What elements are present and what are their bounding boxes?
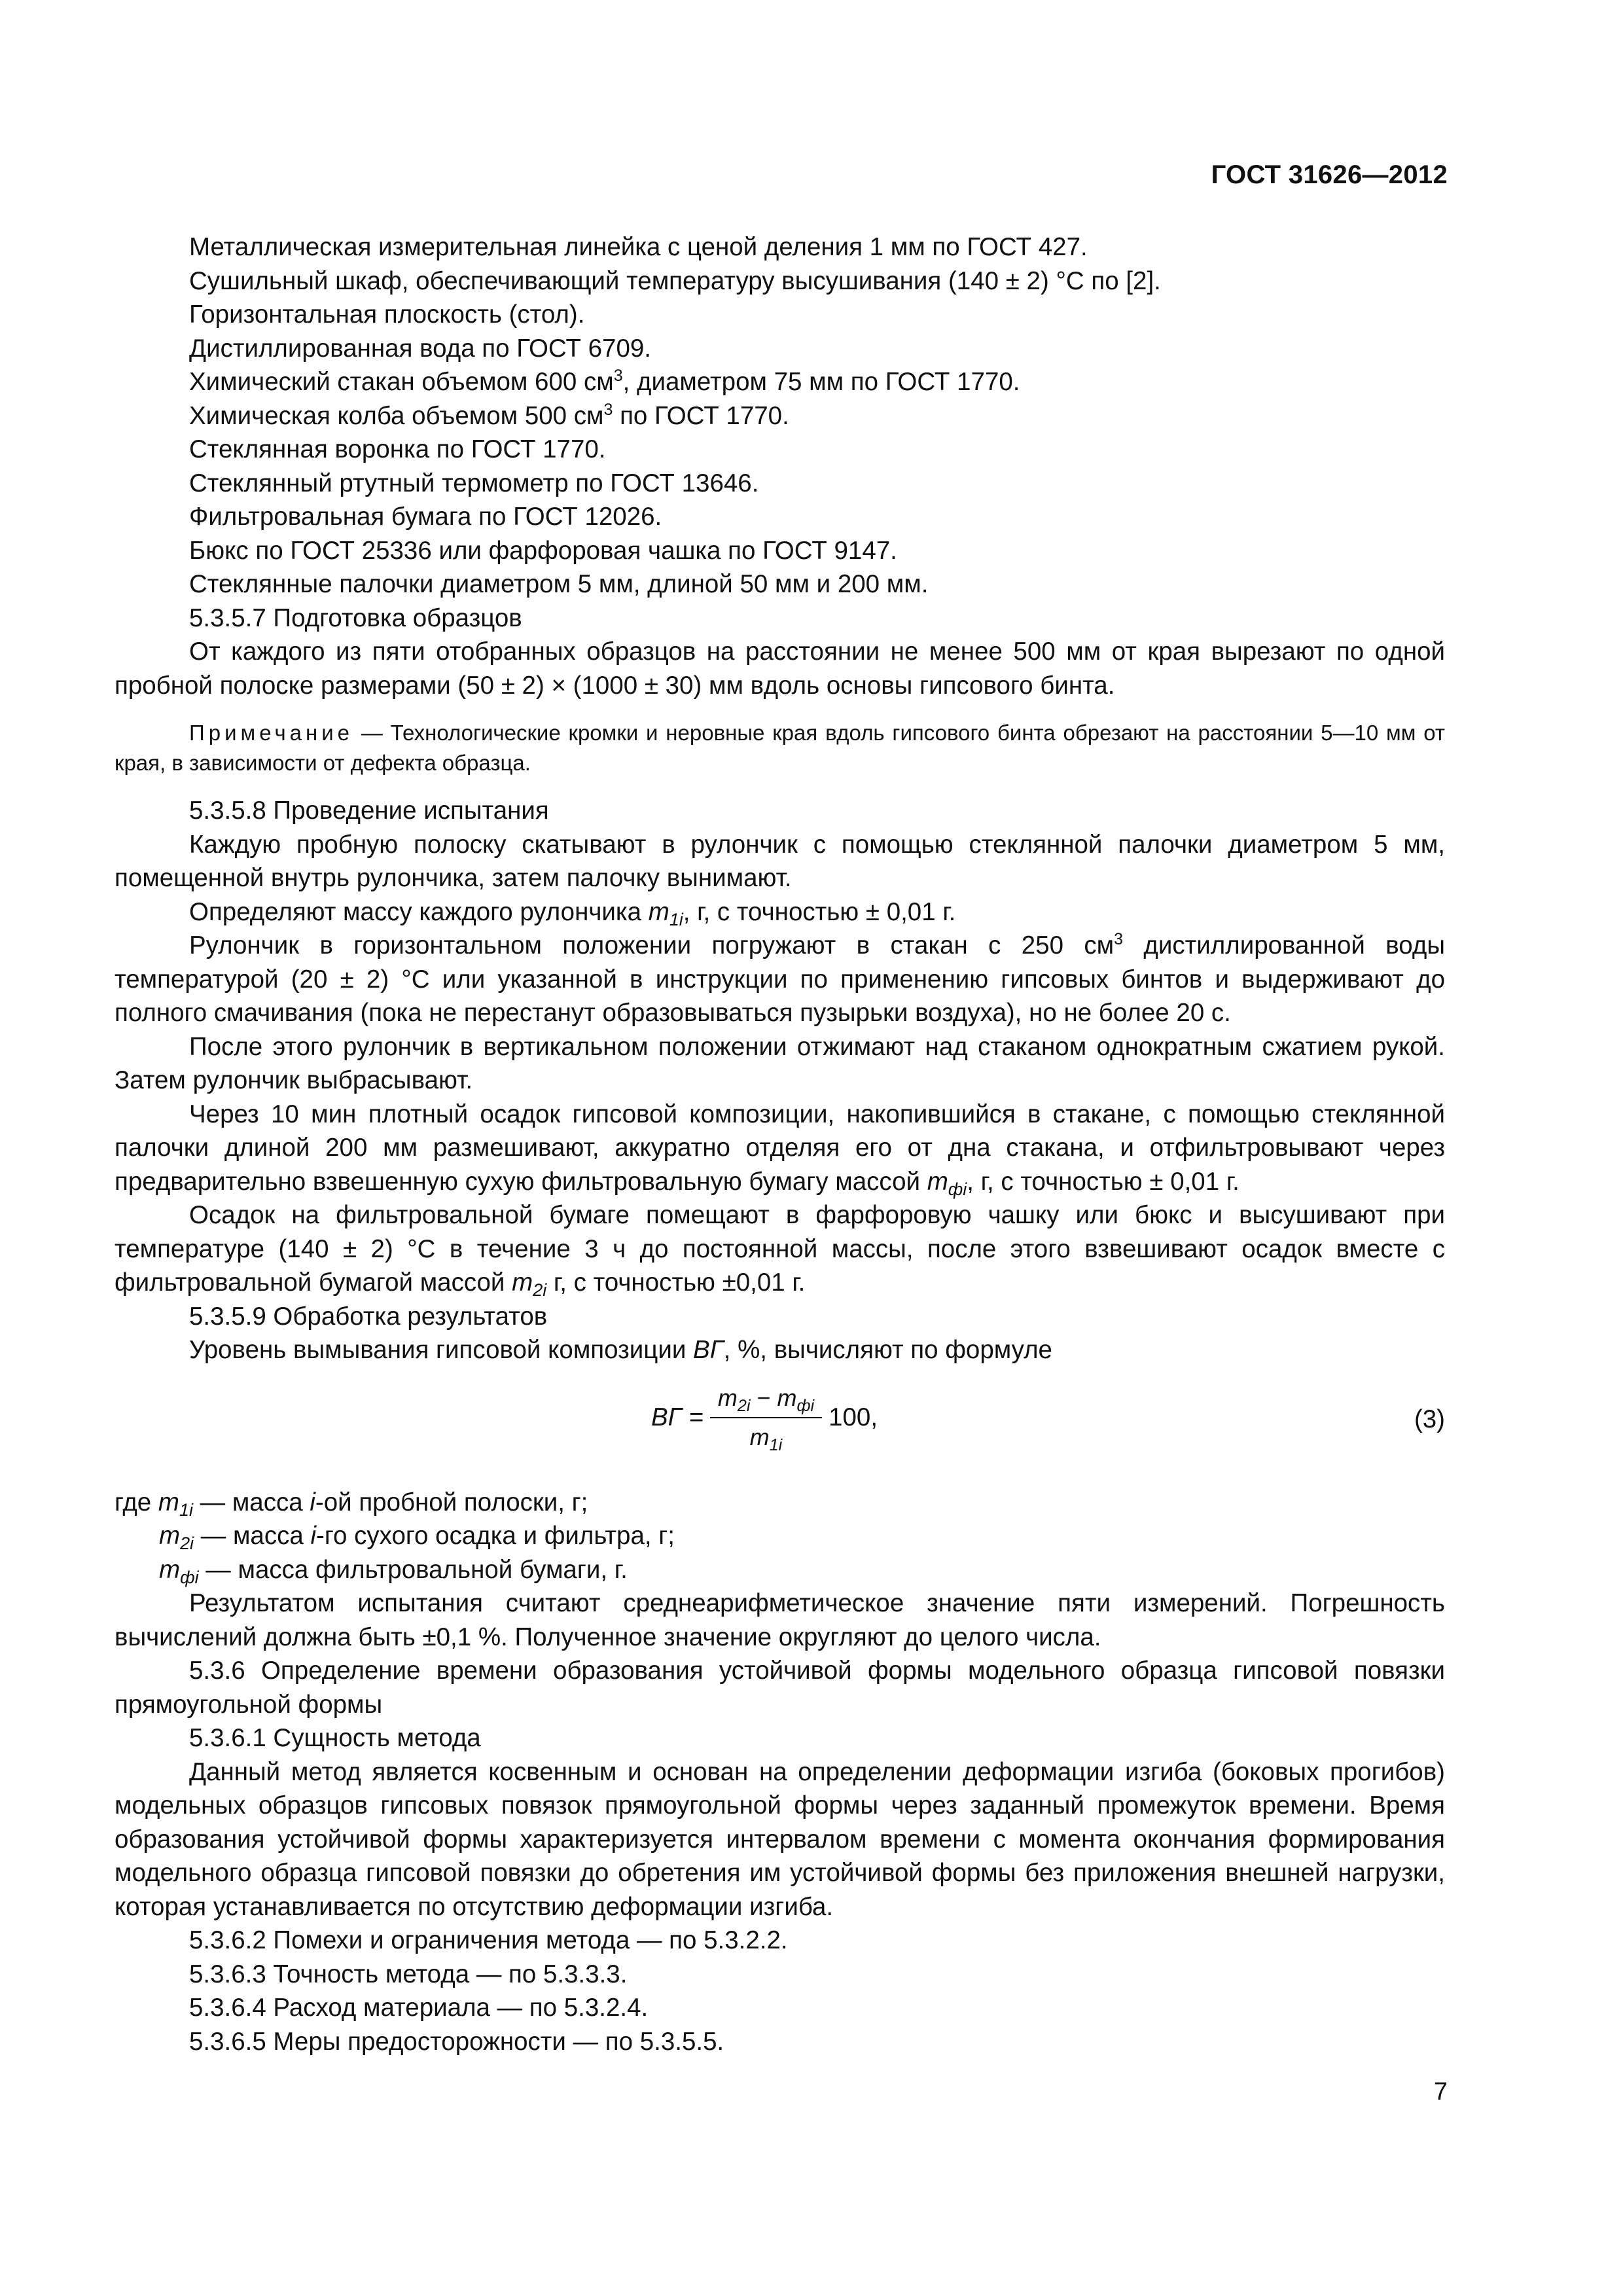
page-number: 7 [1433,2078,1448,2106]
list-item: 5.3.6.3 Точность метода — по 5.3.3.3. [189,1960,628,1988]
section-heading-5361: 5.3.6.1 Сущность метода [189,1724,481,1752]
paragraph: Результатом испытания считают среднеарифметическое значение пяти измерений. Погрешность вычислений должна быть ±0,1 %. Полученное значение округляют до целого числа. [115,1589,1445,1651]
paragraph: После этого рулончик в вертикальном положении отжимают над стаканом однократным сжатием рукой. Затем рулончик выбрасывают. [115,1032,1445,1094]
fraction-denominator: $m_{1i}$ [749,1423,783,1454]
paragraph: Уровень вымывания гипсовой композиции ВГ, %, вычисляют по формуле [189,1336,1052,1364]
list-item-flask: Химическая колба объемом 500 $см^3$ по ГОСТ 1770. [189,400,789,430]
list-item: Бюкс по ГОСТ 25336 или фарфоровая чашка по ГОСТ 9147. [189,536,897,565]
section-heading-536: 5.3.6 Определение времени образования устойчивой формы модельного образца гипсовой повязки прямоугольной формы [115,1657,1445,1719]
section-heading-5358: 5.3.5.8 Проведение испытания [189,797,549,825]
list-item-beaker: Химический стакан объемом 600 $см^3$, диаметром 75 мм по ГОСТ 1770. [189,367,1020,396]
formula-expression: ВГ = $\frac{m_{2i} - m_{фi}}{m_{1i}}$ 100, [651,1384,878,1454]
paragraph: Определяют массу каждого рулончика $m_{1i}$, г, с точностью ± 0,01 г. [189,897,956,929]
formula-3 [115,1371,1445,1486]
where-line: $m_{2i}$ — масса i-го сухого осадка и фильтра, г; [159,1522,675,1553]
list-item: 5.3.6.4 Расход материала — по 5.3.2.4. [189,1994,649,2022]
document-header: ГОСТ 31626—2012 [1211,160,1448,189]
list-item: Фильтровальная бумага по ГОСТ 12026. [189,503,662,531]
where-line: где $m_{1i}$ — масса i-ой пробной полоски, г; [115,1488,588,1520]
section-heading-5357: 5.3.5.7 Подготовка образцов [189,603,522,632]
paragraph: Рулончик в горизонтальном положении погружают в стакан с 250 $см^3$ дистиллированной воды температурой (20 ± 2) °С или указанной в инструкции по применению гипсовых бинтов и выдерживают до полного смачивания (пока не перестанут образовываться пузырьки воздуха), но не более 20 с. [115,930,1446,1027]
equation-number: (3) [1414,1405,1445,1433]
paragraph: Данный метод является косвенным и основан на определении деформации изгиба (боковых прогибов) модельных образцов гипсовых повязок прямоугольной формы через заданный промежуток времени. Время образования устойчивой формы характеризуется интервалом времени с момента окончания формирования модельного образца гипсовой повязки до обретения им устойчивой формы без приложения внешней нагрузки, которая устанавливается по отсутствию деформации изгиба. [115,1757,1445,1921]
section-heading-5359: 5.3.5.9 Обработка результатов [189,1302,548,1331]
paragraph: Осадок на фильтровальной бумаге помещают в фарфоровую чашку или бюкс и высушивают при температуре (140 ± 2) °С в течение 3 ч до постоянной массы, после этого взвешивают осадок вместе с фильтровальной бумагой массой $m_{2i}$ г, с точностью ±0,01 г. [115,1201,1445,1300]
list-item: Сушильный шкаф, обеспечивающий температуру высушивания (140 ± 2) °С по [2]. [189,266,1161,295]
list-item: Дистиллированная вода по ГОСТ 6709. [189,334,651,363]
document-body [115,230,1445,2058]
list-item: Стеклянный ртутный термометр по ГОСТ 13646. [189,469,759,497]
where-line: $m_{фi}$ — масса фильтровальной бумаги, г. [159,1555,628,1587]
formula-fraction [710,1383,822,1452]
list-item: Стеклянные палочки диаметром 5 мм, длиной 50 мм и 200 мм. [189,570,929,598]
list-item: 5.3.6.5 Меры предосторожности — по 5.3.5.5. [189,2027,724,2056]
list-item: Горизонтальная плоскость (стол). [189,300,585,329]
paragraph: От каждого из пяти отобранных образцов на расстоянии не менее 500 мм от края вырезают по одной пробной полоске размерами (50 ± 2) × (1000 ± 30) мм вдоль основы гипсового бинта. [115,637,1445,700]
list-item: Металлическая измерительная линейка с ценой деления 1 мм по ГОСТ 427. [189,233,1088,261]
note-label: Примечание [189,721,354,745]
paragraph: Через 10 мин плотный осадок гипсовой композиции, накопившийся в стакане, с помощью стеклянной палочки длиной 200 мм размешивают, аккуратно отделяя его от дна стакана, и отфильтровывают через предварительно взвешенную сухую фильтровальную бумагу массой $m_{фi}$, г, с точностью ± 0,01 г. [115,1100,1445,1199]
note: Примечание — Технологические кромки и неровные края вдоль гипсового бинта обрезают на расстоянии 5—10 мм от края, в зависимости от дефекта образца. [115,721,1445,775]
fraction-numerator: $m_{2i} - m_{фi}$ [710,1383,822,1418]
paragraph: Каждую пробную полоску скатывают в рулончик с помощью стеклянной палочки диаметром 5 мм, помещенной внутрь рулончика, затем палочку вынимают. [115,830,1445,892]
list-item: Стеклянная воронка по ГОСТ 1770. [189,435,606,463]
list-item: 5.3.6.2 Помехи и ограничения метода — по 5.3.2.2. [189,1926,788,1954]
